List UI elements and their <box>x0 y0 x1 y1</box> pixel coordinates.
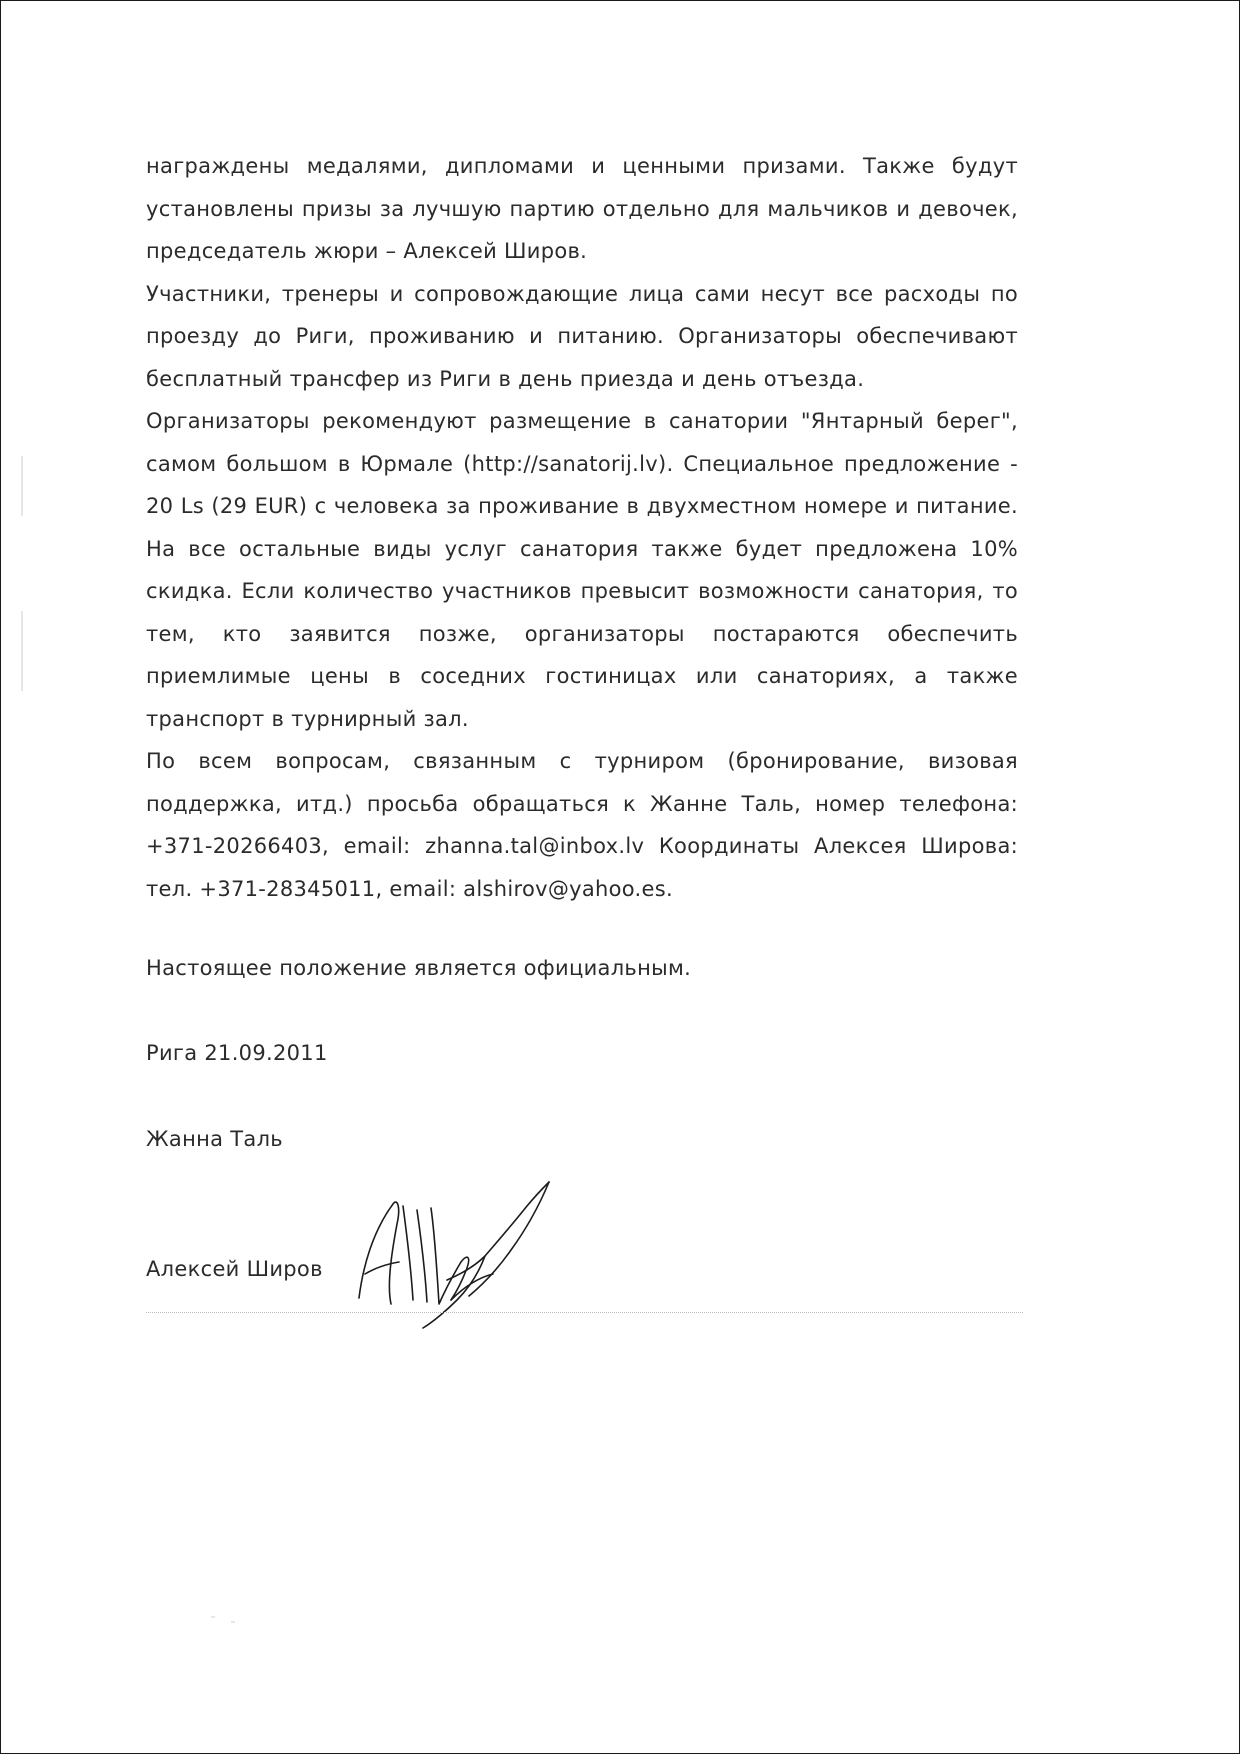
signatory-alexei-shirov: Алексей Широв <box>146 1257 323 1281</box>
place-date: Рига 21.09.2011 <box>146 1041 328 1065</box>
paragraph-contacts: По всем вопросам, связанным с турниром (бронирование, визовая поддержка, итд.) просьба обращаться к Жанне Таль, номер телефона: +371-20266403, email: zhanna.tal@inbox.lv Координаты Алексея Широва: тел. +371-28345011, email: alshirov@yahoo.es. <box>146 749 1018 901</box>
scan-artifact <box>231 1621 235 1623</box>
scan-artifact <box>21 611 23 691</box>
official-statement: Настоящее положение является официальным. <box>146 956 692 980</box>
signatory-zhanna-tal: Жанна Таль <box>146 1127 283 1151</box>
signature-rule <box>146 1312 1023 1313</box>
scan-artifact <box>211 1616 215 1618</box>
scan-artifact <box>21 456 23 516</box>
signature-strokes <box>359 1182 549 1328</box>
paragraph-expenses: Участники, тренеры и сопровождающие лица сами несут все расходы по проезду до Риги, проживанию и питанию. Организаторы обеспечивают бесплатный трансфер из Риги в день приезда и день отъезда. <box>146 281 1018 391</box>
paragraph-prizes: награждены медалями, дипломами и ценными призами. Также будут установлены призы за лучшую партию отдельно для мальчиков и девочек, председатель жюри – Алексей Широв. <box>146 154 1018 263</box>
document-body <box>146 145 1018 910</box>
paragraph-accommodation: Организаторы рекомендуют размещение в санатории "Янтарный берег", самом большом в Юрмале (http://sanatorij.lv). Специальное предложение - 20 Ls (29 EUR) с человека за проживание в двухместном номере и питание. На все остальные виды услуг санатория также будет предложена 10% скидка. Если количество участников превысит возможности санатория, то тем, кто заявится позже, организаторы постараются обеспечить приемлимые цены в соседних гостиницах или санаториях, а также транспорт в турнирный зал. <box>146 409 1018 731</box>
